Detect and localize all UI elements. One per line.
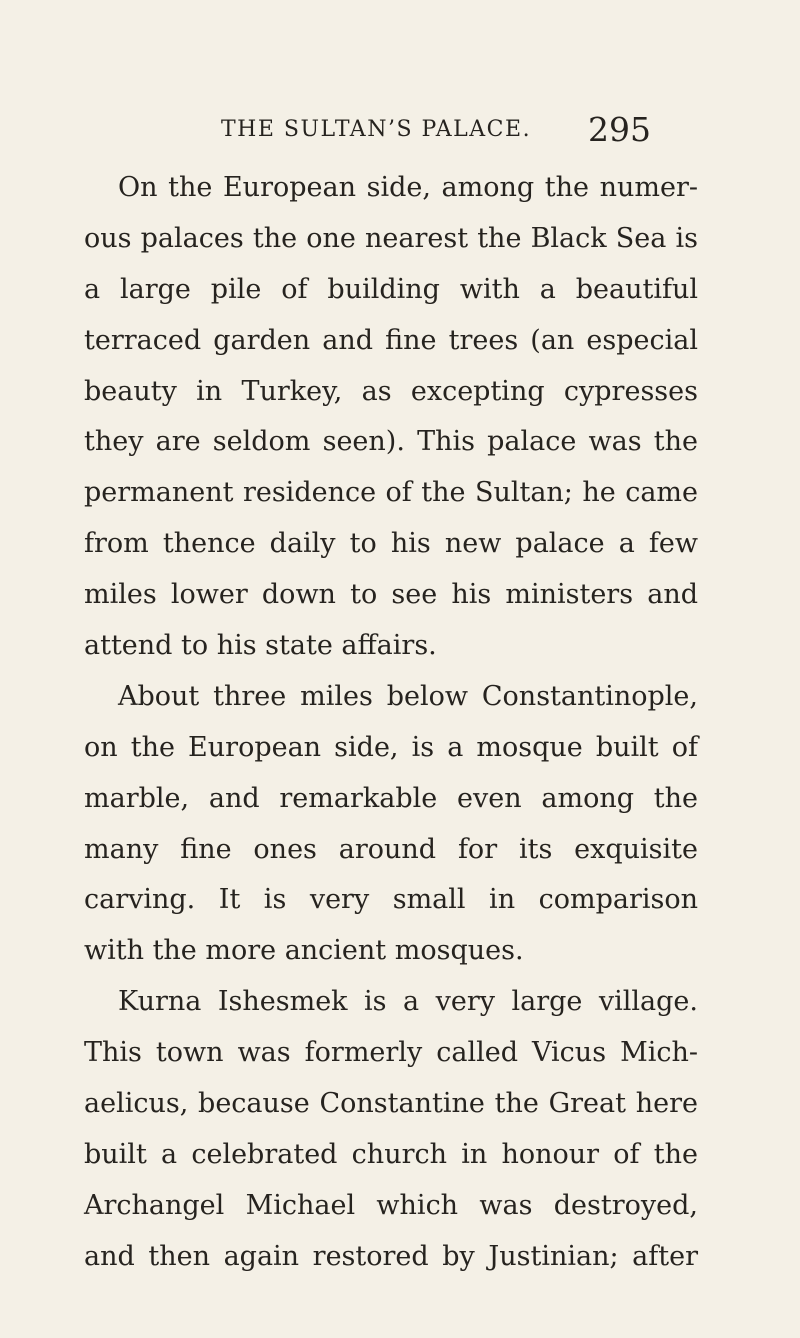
- text-line: About three miles below Constantinople,: [118, 680, 698, 712]
- body-text: [84, 163, 698, 1283]
- text-line: from thence daily to his new palace a few: [84, 528, 698, 560]
- text-line: beauty in Turkey, as excepting cypresses: [84, 375, 698, 407]
- text-line: attend to his state affairs.: [84, 630, 437, 662]
- text-line: terraced garden and fine trees (an especial: [84, 324, 698, 356]
- page-number: 295: [588, 110, 651, 149]
- text-line: ous palaces the one nearest the Black Sea is: [84, 222, 698, 254]
- text-line: they are seldom seen). This palace was the: [84, 426, 698, 458]
- text-line: and then again restored by Justinian; after: [84, 1240, 698, 1272]
- text-line: carving. It is very small in comparison: [84, 884, 698, 916]
- text-line: built a celebrated church in honour of the: [84, 1138, 698, 1170]
- text-line: miles lower down to see his ministers and: [84, 579, 698, 611]
- running-title: THE SULTAN’S PALACE.: [221, 117, 532, 142]
- text-line: On the European side, among the numer-: [118, 172, 698, 203]
- text-line: Archangel Michael which was destroyed,: [84, 1189, 698, 1221]
- text-line: aelicus, because Constantine the Great here: [84, 1088, 698, 1120]
- text-line: Kurna Ishesmek is a very large village.: [118, 986, 698, 1018]
- text-line: on the European side, is a mosque built of: [84, 731, 698, 763]
- text-line: This town was formerly called Vicus Mich-: [84, 1037, 698, 1069]
- text-line: marble, and remarkable even among the: [84, 782, 698, 814]
- text-line: permanent residence of the Sultan; he came: [84, 477, 698, 509]
- text-line: many fine ones around for its exquisite: [84, 833, 698, 865]
- text-line: with the more ancient mosques.: [84, 935, 524, 967]
- text-line: a large pile of building with a beautiful: [84, 273, 698, 305]
